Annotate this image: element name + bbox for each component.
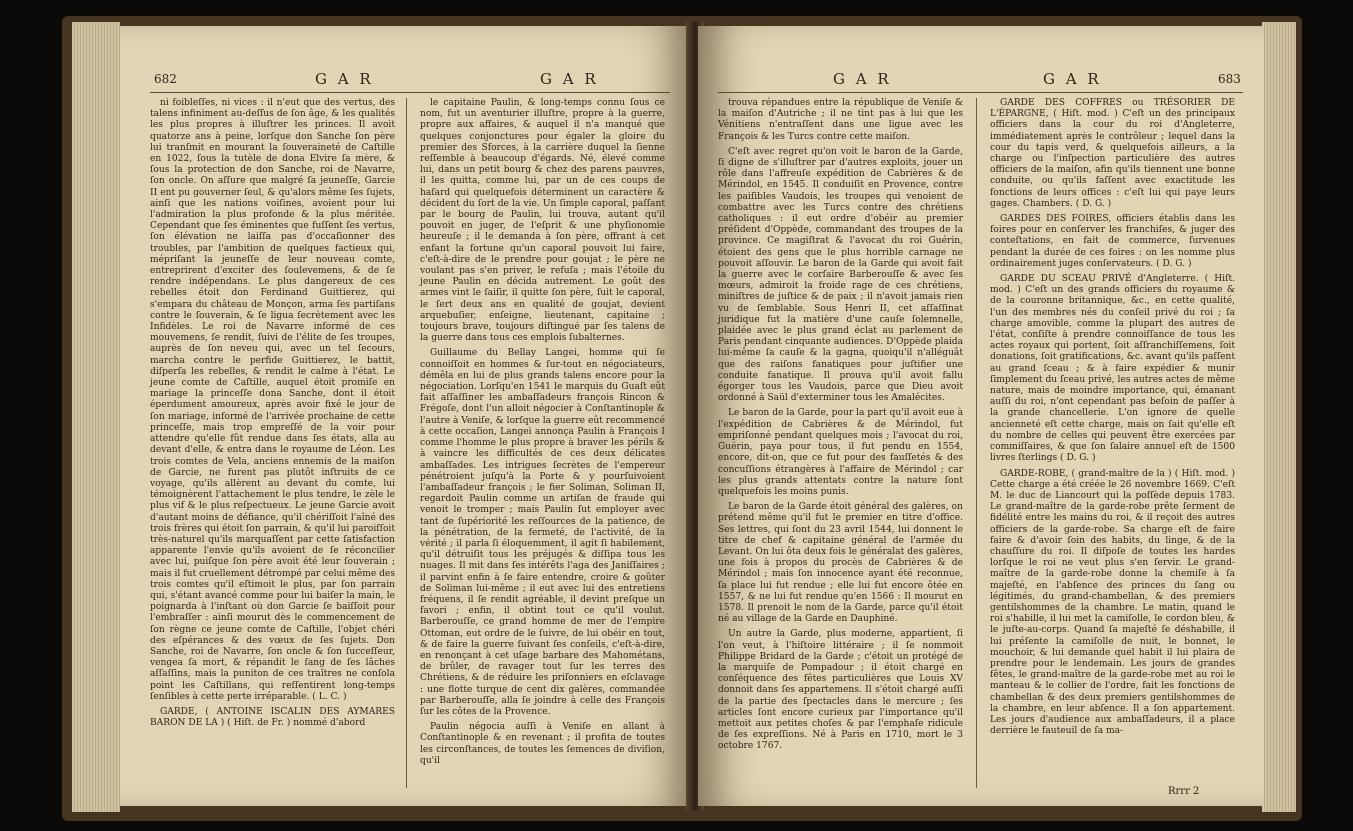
column-divider [976,98,977,788]
paragraph: GARDE DES COFFRES ou TRÉSORIER DE L'ÉPARGNE, ( Hiſt. mod. ) C'eſt un des principaux officiers dans la cour du roi d'Angleterre, immédiatement après le contrôleur ; lequel dans la cour du tapis verd, & quelquefois ailleurs, a la charge ou l'inſpection particulière des autres officiers de la maiſon, afin qu'ils tiennent une bonne conduite, ou qu'ils faſſent avec exactitude les fonctions de leurs offices : c'eſt lui qui paye leurs gages. Chambers. ( D. G. ) [990,98,1235,209]
page-number: 682 [154,72,177,86]
paragraph: GARDE DU SCEAU PRIVÉ d'Angleterre. ( Hiſt. mod. ) C'eſt un des grands officiers du royaume & de la couronne britannique, &c., en cette qualité, l'un des membres nés du conſeil privé du roi ; ſa charge amovible, comme la plupart des autres de l'état, conſiſte à prendre connoiſſance de tous les actes royaux qui portent, ſoit aſſranchiſſemens, ſoit donations, ſoit gratifications, &c. avant qu'ils paſſent au grand ſceau ; & à faire expédier & munir ſimplement du ſceau privé, les autres actes de même nature, mais de moindre importance, qui, émanant auſſi du roi, n'ont cependant pas beſoin de paſſer à la grande chancellerie. L'on ignore de quelle ancienneté eſt cette charge, mais on ſait qu'elle eſt du nombre de celles qui peuvent être exercées par commiſſaires, & que ſon ſalaire annuel eſt de 1500 livres ſterlings ( D. G. ) [990,274,1235,464]
paragraph: le capitaine Paulin, & long-temps connu ſous ce nom, fut un aventurier illuſtre, propre à la guerre, propre aux affaires, & auquel il n'a manqué que quelques conjonctures pour égaler la gloire du premier des Sforces, à la carrière duquel la ſienne reſſemble à beaucoup d'égards. Né, élevé comme lui, dans un petit bourg & chez des parens pauvres, il les quitta, comme lui, par un de ces coups de haſard qui quelquefois déterminent un caractère & décident du ſort de la vie. Un ſimple caporal, paſſant par le bourg de Paulin, lui trouva, autant qu'il pouvoit en juger, de l'eſprit & une phyſionomie heureuſe ; il le demanda à ſon père, offrant à cet enfant la fortune qu'un caporal pouvoit lui faire, c'eſt-à-dire de le prendre pour goujat ; le père ne voulant pas s'en priver, le refuſa ; mais l'étoile du jeune Paulin en décida autrement. Le goût des armes vint le ſaiſir, il quitte ſon père, ſuit le caporal, le ſert deux ans en qualité de goujat, devient arquebuſier, enſeigne, lieutenant, capitaine ; toujours brave, toujours diſtingué par ſes talens de la guerre dans tous ces emplois ſubalternes. [420,98,665,344]
paragraph: Le baron de la Garde, pour la part qu'il avoit eue à l'expédition de Cabrières & de Mérindol, fut empriſonné pendant quelques mois ; l'avocat du roi, Guérin, paya pour tous, il fut pendu en 1554, encore, dit-on, que ce fut pour des fauſſetés & des concuſſions étrangères à l'affaire de Mérindol ; car les plus grands attentats contre la nature ſont quelquefois les moins punis. [718,408,963,497]
signature-mark: Rrrr 2 [1168,786,1200,797]
paragraph: Paulin négocia auſſi à Veniſe en allant à Conſtantinople & en revenant ; il profita de toutes les circonſtances, de toutes les ſemences de diviſion, qu'il [420,722,665,766]
paragraph: C'eſt avec regret qu'on voit le baron de la Garde, ſi digne de s'illuſtrer par d'autres exploits, jouer un rôle dans l'affreuſe expédition de Cabrières & de Mérindol, en 1545. Il conduiſit en Provence, contre les paiſibles Vaudois, les troupes qui venoient de combattre avec les Turcs contre des chrétiens catholiques : il eut ordre d'obéir au premier préſident d'Oppède, commandant des troupes de la province. Ce magiſtrat & l'avocat du roi Guérin, étoient des gens que le plus horrible carnage ne pouvoit aſſouvir. Le baron de la Garde qui avoit fait la guerre avec le corſaire Barberouſſe & avec ſes mœurs, admiroit la froide rage de ces chrétiens, miniſtres de juſtice & de paix ; il n'avoit jamais rien vu de ſemblable. Sous Henri II, cet aſſaſſinat juridique fut la matière d'une cauſe ſolemnelle, plaidée avec le plus grand éclat au parlement de Paris pendant cinquante audiences. D'Oppède plaida lui-même ſa cauſe & la gagna, quoiqu'il n'alléguât que des raiſons fanatiques pour juſtifier une conduite fanatique. Il prouva qu'il avoit fallu égorger tous les Vaudois, parce que Dieu avoit ordonné à Saül d'exterminer tous les Amalécites. [718,146,963,404]
text-column-2 [420,98,665,771]
paragraph: ni foibleſſes, ni vices : il n'eut que des vertus, des talens infiniment au-deſſus de ſon âge, & les qualités les plus propres à illuſtrer les princes. Il avoit quatorze ans à peine, lorſque don Sanche ſon père lui tranſmit en mourant la ſouveraineté de Caſtille en 1022, ſous la tutèle de dona Elvire ſa mère, & ſous la protection de don Sanche, roi de Navarre, ſon oncle. On aſſure que malgré ſa jeuneſſe, Garcie II ent pu gouverner ſeul, & qu'alors même ſes ſujets, ainſi que les nations voiſines, avoient pour lui l'admiration la plus profonde & la plus méritée. Cependant que ſes éminentes que fuſſent ſes vertus, ſon élévation ne laiſſa pas d'occaſionner des troubles, par l'ambition de quelques factieux qui, mépriſant la jeuneſſe de leur nouveau comte, entreprirent d'exciter des ſoulevemens, & de ſe rendre indépendans. Le plus dangereux de ces rebelles étoit don Ferdinand Guittierez, qui s'empara du château de Monçon, arma ſes partiſans contre le ſouverain, & ſe ligua ſecrètement avec les Infidèles. Le roi de Navarre informé de ces mouvemens, ſe rendit, ſuivi de l'élite de ſes troupes, auprès de ſon neveu qui, avec un tel ſecours, marcha contre le perfide Guittierez, le battit, diſperſa les rebelles, & rendit le calme à l'état. Le jeune comte de Caſtille, auquel étoit promiſe en mariage la princeſſe dona Sanche, dont il étoit éperdument amoureux, après avoir fixé le jour de ſon mariage, informé de l'arrivée prochaine de cette princeſſe, mais trop empreſſé de la voir pour attendre qu'elle fût rendue dans ſes états, alla au devant d'elle, & entra dans le royaume de Léon. Les trois comtes de Vela, anciens ennemis de la maiſon de Garcie, ne furent pas plutôt inſtruits de ce voyage, qu'ils allèrent au devant du comte, lui témoignèrent l'attachement le plus tendre, le zèle le plus vif & le plus reſpectueux. Le jeune Garcie avoit d'autant moins de défiance, qu'il chériſſoit l'aîné des trois frères qui étoit ſon parrain, & qu'il lui paroiſſoit très-naturel qu'ils marquaſſent par cette ſatisfaction apparente l'envie qu'ils avoient de ſe réconcilier avec lui, puiſque ſon père avoit été leur ſouverain ; mais il fut cruellement détrompé par celui même des trois comtes qu'il eſtimoit le plus, par ſon parrain qui, s'étant avancé comme pour lui baiſer la main, le poignarda à l'inſtant où don Garcie ſe baiſſoit pour l'embraſſer : ainſi mourut dès le commencement de ſon règne ce jeune comte de Caſtille, l'objet chéri des eſpérances & des vœux de ſes ſujets. Don Sanche, roi de Navarre, ſon oncle & ſon ſucceſſeur, vengea ſa mort, & répandit le ſang de ſes lâches aſſaſſins, mais la puniton de ces traîtres ne conſola point les Caſtillans, qui reſſentirent long-temps ſenſibles à cette perte irréparable. ( L. C. ) [150,98,395,702]
page-number: 683 [1218,72,1241,86]
paragraph: trouva répandues entre la république de Veniſe & la maiſon d'Autriche ; il ne tint pas à lui que les Vénitiens n'entraſſent dans une ligue avec les François & les Turcs contre cette maiſon. [718,98,963,142]
running-head-left: G A R [315,70,374,88]
right-page [698,26,1264,806]
paragraph: Un autre la Garde, plus moderne, appartient, ſi l'on veut, à l'hiſtoire littéraire ; il ſe nommoit Philippe Bridard de la Garde ; c'étoit un protégé de la marquiſe de Pompadour ; il étoit chargé en conſéquence des fêtes particulières que Louis XV donnoit dans ſes appartemens. Il s'étoit chargé auſſi de la partie des ſpectacles dans le mercure ; ſes articles ſont encore curieux par l'importance qu'il mettoit aux petites choſes & par l'emphaſe ridicule de ſes expreſſions. Né à Paris en 1710, mort le 3 octobre 1767. [718,629,963,752]
page-edges-right [1262,22,1296,812]
paragraph: Le baron de la Garde étoit général des galères, on prétend même qu'il fut le premier en titre d'office. Ses lettres, qui ſont du 23 avril 1544, lui donnent le titre de chef & capitaine général de l'armée du Levant. On lui ôta deux fois le généralat des galères, une fois à propos du procès de Cabrières & de Mérindol ; mais ſon innocence ayant été reconnue, ſa place lui fut rendue ; elle lui fut encore ôtée en 1557, & ne lui fut rendue qu'en 1566 : Il mourut en 1578. Il prenoit le nom de la Garde, parce qu'il étoit né au village de la Garde en Dauphiné. [718,502,963,625]
paragraph: GARDE, ( ANTOINE ISCALIN DES AYMARES BARON DE LA ) ( Hiſt. de Fr. ) nommé d'abord [150,706,395,729]
text-column-1 [150,98,395,733]
text-column-2 [990,98,1235,741]
running-head-right: G A R [1043,70,1102,88]
column-divider [406,98,407,788]
paragraph: GARDE-ROBE, ( grand-maître de la ) ( Hiſt. mod. ) Cette charge a été créée le 26 novembre 1669. C'eſt M. le duc de Liancourt qui la poſſède depuis 1783. Le grand-maître de la garde-robe prête ſerment de fidélité entre les mains du roi, & il reçoit des autres officiers de la garde-robe. Sa charge eſt de faire faire & d'avoir ſoin des habits, du linge, & de la chauſſure du roi. Il diſpoſe de toutes les hardes lorſque le roi ne veut plus s'en ſervir. Le grand-maître de la garde-robe donne la chemiſe à ſa majeſté, en l'abſence des princes du ſang ou légitimés, du grand-chambellan, & des premiers gentilshommes de la chambre. Le matin, quand le roi s'habille, il lui met la camiſolle, le cordon bleu, & le juſte-au-corps. Quand ſa majeſté ſe déshabille, il lui préſente la camiſolle de nuit, le bonnet, le mouchoir, & lui demande quel habit il lui plaira de prendre pour le lendemain. Les jours de grandes fêtes, le grand-maître de la garde-robe met au roi le manteau & le collier de l'ordre, fait les fonctions de chambellan & des deux premiers gentilshommes de la chambre, en leur abſence. Il a ſon appartement. Les jours d'audience aux ambaſſadeurs, il a place derrière le fauteuil de ſa ma- [990,468,1235,737]
page-edges-left [72,22,120,812]
running-head-right: G A R [540,70,599,88]
paragraph: GARDES DES FOIRES, officiers établis dans les foires pour en conſerver les franchiſes, & juger des conteſtations, en fait de commerce, ſurvenues pendant la durée de ces foires : on les nomme plus ordinairement juges conſervateurs. ( D. G. ) [990,214,1235,269]
text-column-1 [718,98,963,757]
running-head-left: G A R [833,70,892,88]
left-page [120,26,692,806]
header-rule [718,92,1243,93]
paragraph: Guillaume du Bellay Langei, homme qui ſe connoiſſoit en hommes & ſur-tout en négociateurs, démêla en lui de plus grands talens encore pour la négociation. Lorſqu'en 1541 le marquis du Guaſt eût fait aſſaſſiner les ambaſſadeurs françois Rincon & Frégoſe, dont l'un alloit négocier à Conſtantinople & l'autre à Veniſe, & lorſque la guerre eût recommencé à cette occaſion, Langei annonça Paulin à François I comme l'homme le plus propre à braver les périls & à vaincre les difficultés de ces deux délicates ambaſſades. Les intrigues ſecrètes de l'empereur pénétroient juſqu'à la Porte & y pourſuivoient l'ambaſſadeur françois ; le fier Soliman, Soliman II, regardoit Paulin comme un artiſan de fraude qui venoit le tromper ; mais Paulin ſut employer avec tant de ſupériorité les reſſources de la patience, de la pénétration, de la fermeté, de l'activité, de la vérité ; il parla ſi éloquemment, il agit ſi habilement, qu'il détruiſit tous les préjugés & diſſipa tous les nuages. Il mit dans ſes intérêts l'aga des Janiſſaires ; il parvint enfin à ſe faire entendre, croire & goûter de Soliman lui-même ; il eut avec lui des entretiens fréquens, il ſe rendit agréable, il devint preſque un favori ; enfin, il obtint tout ce qu'il voulut. Barberouſſe, ce grand homme de mer de l'empire Ottoman, eut ordre de le ſuivre, de lui obéir en tout, & de faire la guerre ſuivant ſes conſeils, c'eſt-à-dire, en renonçant à cet uſage barbare des Mahométans, de brûler, de ravager tout ſur les terres des Chrétiens, & de réduire les priſonniers en eſclavage : une flotte turque de cent dix galères, commandée par Barberouſſe, alla ſe joindre à celle des François ſur les côtes de la Provence. [420,348,665,717]
header-rule [150,92,670,93]
